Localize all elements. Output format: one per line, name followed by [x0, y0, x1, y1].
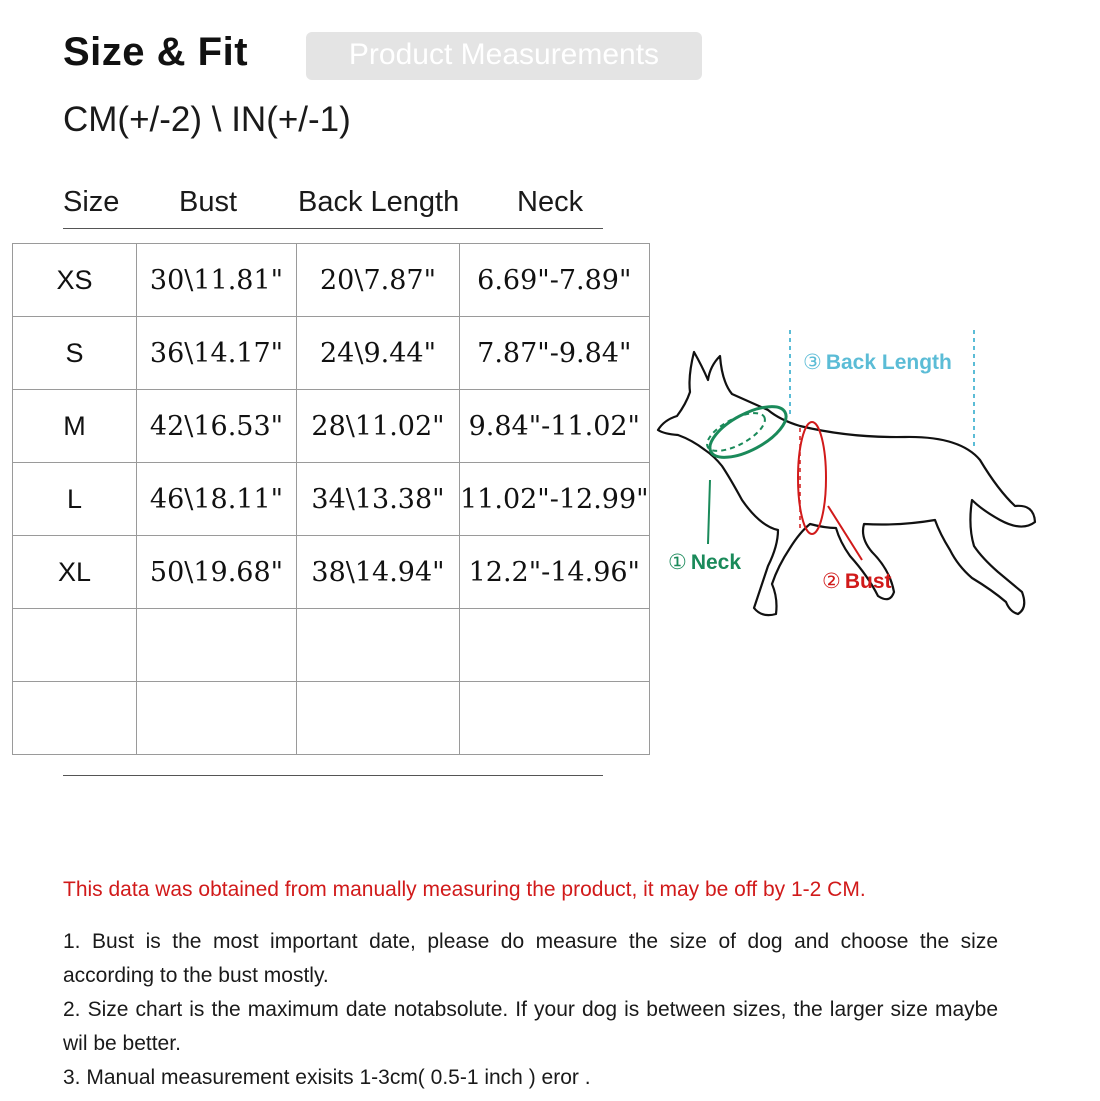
table-cell: 7.87"-9.84" [460, 317, 650, 390]
neck-measure-ring [702, 396, 793, 467]
table-cell: 50\19.68" [137, 536, 297, 609]
table-cell: 30\11.81" [137, 244, 297, 317]
table-cell [13, 682, 137, 755]
table-cell: XS [13, 244, 137, 317]
table-row [13, 609, 650, 682]
table-row [13, 682, 650, 755]
measurement-disclaimer: This data was obtained from manually measuring the product, it may be off by 1-2 CM. [63, 878, 866, 901]
table-header [63, 184, 603, 229]
table-row [13, 390, 650, 463]
table-cell: 9.84"-11.02" [460, 390, 650, 463]
note-item: 1. Bust is the most important date, please do measure the size of dog and choose the size according to the bust mostly. [63, 930, 998, 987]
note-item: 2. Size chart is the maximum date notabsolute. If your dog is between sizes, the larger size maybe wil be better. [63, 998, 998, 1055]
table-cell: 28\11.02" [297, 390, 460, 463]
units-caption: CM(+/-2) \ IN(+/-1) [63, 100, 351, 139]
neck-pointer-line [708, 480, 710, 544]
column-header-back-length: Back Length [298, 186, 460, 218]
table-cell: L [13, 463, 137, 536]
table-cell [297, 682, 460, 755]
table-row [13, 463, 650, 536]
column-header-bust: Bust [179, 186, 238, 218]
table-cell: 20\7.87" [297, 244, 460, 317]
table-row [13, 244, 650, 317]
table-cell: 11.02"-12.99" [460, 463, 650, 536]
dog-measurement-diagram [650, 320, 1070, 630]
column-header-size: Size [63, 186, 120, 218]
table-cell: XL [13, 536, 137, 609]
table-cell: 38\14.94" [297, 536, 460, 609]
column-header-neck: Neck [517, 186, 584, 218]
table-cell [137, 682, 297, 755]
neck-label: ① Neck [668, 551, 742, 574]
table-cell: 34\13.38" [297, 463, 460, 536]
table-cell: 42\16.53" [137, 390, 297, 463]
table-cell: 6.69"-7.89" [460, 244, 650, 317]
table-cell: 24\9.44" [297, 317, 460, 390]
table-cell [460, 609, 650, 682]
bust-label: ② Bust [822, 570, 892, 593]
notes-list [63, 925, 998, 1095]
table-cell: S [13, 317, 137, 390]
back-length-label: ③ Back Length [803, 351, 952, 374]
table-bottom-rule [63, 775, 603, 776]
table-cell [13, 609, 137, 682]
table-cell [460, 682, 650, 755]
bust-measure-ring [798, 422, 826, 534]
table-cell [297, 609, 460, 682]
table-row [13, 317, 650, 390]
page-title: Size & Fit [63, 30, 249, 74]
table-cell: M [13, 390, 137, 463]
size-table [12, 243, 650, 755]
table-cell: 12.2"-14.96" [460, 536, 650, 609]
note-item: 3. Manual measurement exisits 1-3cm( 0.5-1 inch ) eror . [63, 1066, 591, 1089]
table-row [13, 536, 650, 609]
table-cell: 46\18.11" [137, 463, 297, 536]
product-measurements-badge: Product Measurements [306, 32, 702, 80]
table-cell [137, 609, 297, 682]
table-cell: 36\14.17" [137, 317, 297, 390]
bust-pointer-line [828, 506, 862, 560]
